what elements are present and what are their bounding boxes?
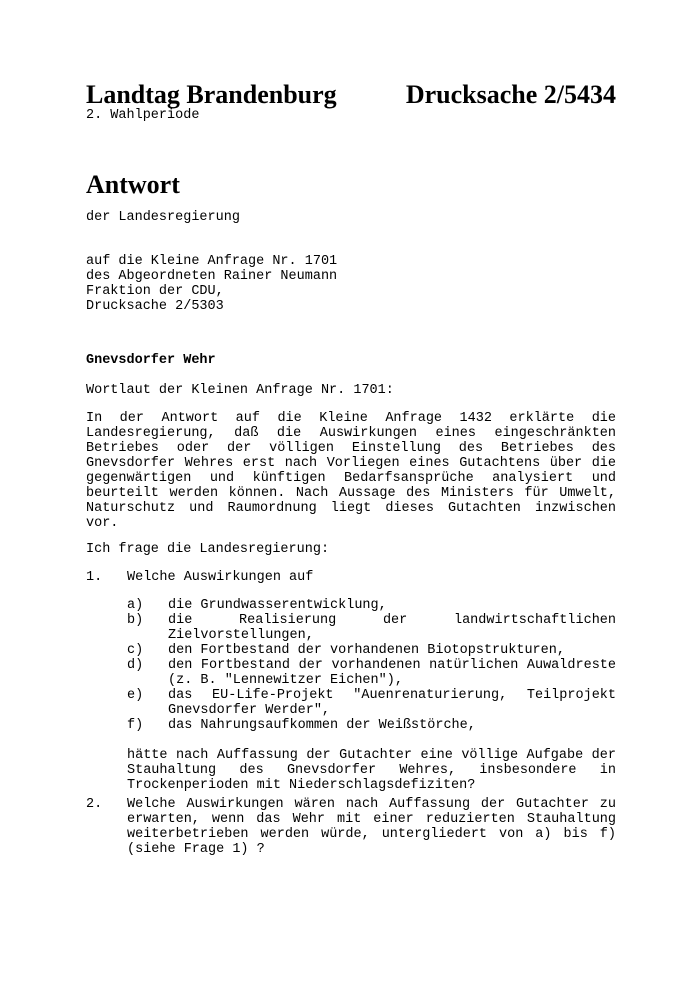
list-item (127, 613, 616, 643)
reference-line: Fraktion der CDU, (86, 284, 224, 299)
list-item-text: den Fortbestand der vorhandenen Biotopstrukturen, (168, 643, 565, 658)
inquiry-reference (86, 254, 337, 314)
list-item-text: die Grundwasserentwicklung, (168, 598, 387, 613)
list-item-label: d) (127, 658, 144, 673)
list-item-label: f) (127, 718, 144, 733)
list-item (127, 688, 616, 718)
list-item-label: e) (127, 688, 144, 703)
question-number: 1. (86, 570, 103, 585)
question-intro: Ich frage die Landesregierung: (86, 542, 330, 557)
question-tail: hätte nach Auffassung der Gutachter eine völlige Aufgabe der Stauhaltung des Gnevsdorfer Wehres, insbesondere in Trockenperioden mit Niederschlagsdefiziten? (127, 748, 616, 793)
list-item-text: das Nahrungsaufkommen der Weißstörche, (168, 718, 476, 733)
list-item (127, 598, 616, 613)
list-item (127, 718, 616, 733)
list-item (127, 643, 616, 658)
wording-label: Wortlaut der Kleinen Anfrage Nr. 1701: (86, 383, 394, 398)
question-sublist (127, 598, 616, 733)
list-item (127, 658, 616, 688)
reference-line: auf die Kleine Anfrage Nr. 1701 (86, 254, 338, 269)
reference-line: des Abgeordneten Rainer Neumann (86, 269, 338, 284)
document-number: Drucksache 2/5434 (405, 80, 616, 109)
question-text: Welche Auswirkungen auf (127, 570, 314, 585)
list-item-label: c) (127, 643, 144, 658)
list-item-text: den Fortbestand der vorhandenen natürlichen Auwaldreste (z. B. "Lennewitzer Eichen"), (168, 658, 616, 688)
list-item-text: die Realisierung der landwirtschaftlichen Zielvorstellungen, (168, 613, 616, 643)
reference-line: Drucksache 2/5303 (86, 299, 224, 314)
intro-paragraph: In der Antwort auf die Kleine Anfrage 1432 erklärte die Landesregierung, daß die Auswirkungen eines eingeschränkten Betriebes oder der völligen Einstellung des Betriebes des Gnevsdorfer Wehres erst nach Vorliegen eines Gutachtens über die gegenwärtigen und künftigen Bedarfsansprüche analysiert und beurteilt werden können. Nach Aussage des Ministers für Umwelt, Naturschutz und Raumordnung liegt dieses Gutachten inzwischen vor. (86, 411, 616, 531)
question-2 (86, 797, 616, 857)
question-text: Welche Auswirkungen wären nach Auffassung der Gutachter zu erwarten, wenn das Wehr mit einer reduzierten Stauhaltung weiterbetrieben werden würde, untergliedert von a) bis f) (siehe Frage 1) ? (127, 797, 616, 857)
list-item-label: b) (127, 613, 144, 628)
question-1 (86, 570, 616, 793)
topic-heading: Gnevsdorfer Wehr (86, 353, 216, 368)
parliament-name: Landtag Brandenburg (86, 80, 337, 109)
legislative-period: 2. Wahlperiode (86, 108, 200, 123)
document-title: Antwort (86, 170, 180, 199)
question-number: 2. (86, 797, 103, 812)
document-author: der Landesregierung (86, 210, 240, 225)
list-item-label: a) (127, 598, 144, 613)
list-item-text: das EU-Life-Projekt "Auenrenaturierung, Teilprojekt Gnevsdorfer Werder", (168, 688, 616, 718)
